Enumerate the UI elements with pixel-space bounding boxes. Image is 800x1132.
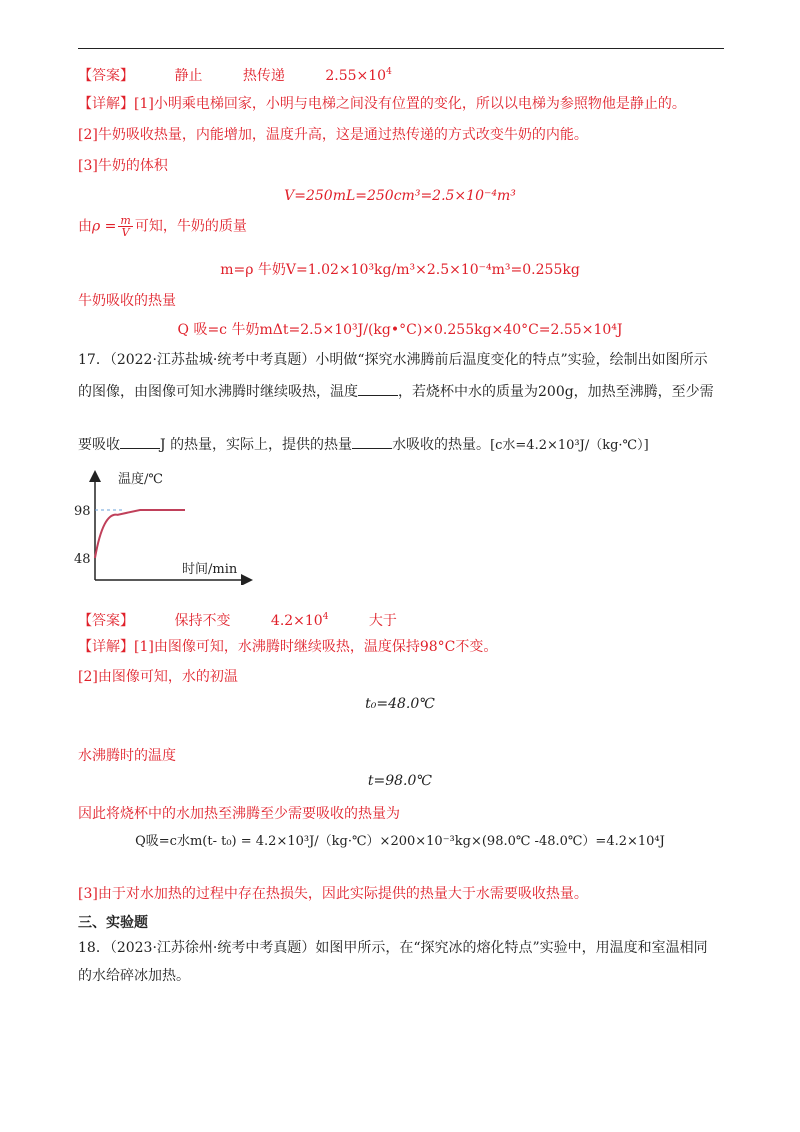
milk-heat-label: 牛奶吸收的热量: [78, 293, 176, 309]
blank-3: [352, 434, 392, 449]
answer-3-exp: 4: [386, 67, 392, 77]
section-heading: 三、实验题: [78, 915, 148, 931]
top-rule: [78, 48, 724, 49]
y-axis-label: 温度/℃: [118, 472, 163, 487]
q17-stem-3c: 水吸收的热量。: [392, 437, 491, 453]
q17-stem-3b: J 的热量，实际上，提供的热量: [160, 437, 353, 453]
q18-stem-2: 的水给碎冰加热。: [78, 968, 190, 984]
eq-heat: Q 吸=c 牛奶mΔt=2.5×10³J/(kg•°C)×0.255kg×40°C=2.55×10⁴J: [177, 322, 623, 338]
q17-stem-2: [78, 381, 714, 402]
q17-answer-line: [78, 607, 397, 631]
eq-t: t=98.0℃: [367, 773, 433, 789]
blank-2: [120, 434, 160, 449]
answer-label-17: 【答案】: [78, 612, 134, 629]
q17-detail-3: [3]由于对水加热的过程中存在热损失，因此实际提供的热量大于水需要吸收热量。: [78, 886, 588, 902]
answer-3: 2.55×10: [325, 67, 387, 84]
answer-1: 静止: [174, 67, 203, 84]
q17-stem-3: [78, 434, 649, 456]
by-formula-post: 可知，牛奶的质量: [134, 218, 247, 235]
q17-stem-2a: 的图像，由图像可知水沸腾时继续吸热，温度: [78, 384, 358, 400]
q17-stem-3a: 要吸收: [78, 437, 120, 453]
y-tick-98: 98: [74, 504, 91, 519]
q16-detail-2: [2]牛奶吸收热量，内能增加，温度升高，这是通过热传递的方式改变牛奶的内能。: [78, 127, 588, 143]
fraction: [118, 215, 132, 238]
boil-label: 水沸腾时的温度: [78, 748, 176, 764]
answer-17-2: 4.2×10: [270, 612, 323, 629]
answer-17-2-exp: 4: [322, 612, 329, 622]
q18-stem-1: 18．（2023·江苏徐州·统考中考真题）如图甲所示，在“探究冰的熔化特点”实验中，用温度和室温相同: [78, 940, 708, 956]
fraction-num: m: [120, 214, 131, 227]
x-axis-label: 时间/min: [182, 562, 238, 577]
answer-2: 热传递: [242, 67, 285, 84]
eq-volume: V=250mL=250cm³=2.5×10⁻⁴m³: [284, 188, 516, 204]
eq-mass: m=ρ 牛奶V=1.02×10³kg/m³×2.5×10⁻⁴m³=0.255kg: [220, 262, 580, 278]
eq-t0: t₀=48.0℃: [365, 696, 435, 712]
by-formula-lhs: ρ =: [92, 218, 117, 235]
y-tick-48: 48: [74, 552, 91, 567]
q16-answer-line: [78, 62, 392, 86]
by-formula-line: [78, 215, 247, 238]
q17-stem-2b: ，若烧杯中水的质量为200g，加热至沸腾，至少需: [398, 384, 714, 400]
q17-detail-1: 【详解】[1]由图像可知，水沸腾时继续吸热，温度保持98°C不变。: [78, 639, 498, 655]
answer-17-1: 保持不变: [174, 612, 231, 629]
heat-label: 因此将烧杯中的水加热至沸腾至少需要吸收的热量为: [78, 806, 400, 822]
q17-detail-2: [2]由图像可知，水的初温: [78, 669, 238, 685]
q17-stem-3d: [c水=4.2×10³J/（kg·℃）]: [490, 438, 649, 453]
answer-17-3: 大于: [368, 612, 397, 629]
blank-1: [358, 381, 398, 396]
fraction-den: V: [121, 226, 130, 239]
eq-q: Q吸=c水m(t- t₀) = 4.2×10³J/（kg·℃）×200×10⁻³kg×(98.0℃ -48.0℃）=4.2×10⁴J: [135, 834, 665, 849]
by-formula-pre: 由: [78, 218, 92, 235]
answer-label: 【答案】: [78, 67, 134, 84]
temperature-time-chart: [60, 465, 260, 585]
q16-detail-3: [3]牛奶的体积: [78, 158, 168, 174]
q17-stem-1: 17．（2022·江苏盐城·统考中考真题）小明做“探究水沸腾前后温度变化的特点”实验，绘制出如图所示: [78, 352, 708, 368]
q16-detail-1: 【详解】[1]小明乘电梯回家，小明与电梯之间没有位置的变化，所以以电梯为参照物他是静止的。: [78, 96, 686, 112]
temperature-curve: [95, 510, 185, 558]
